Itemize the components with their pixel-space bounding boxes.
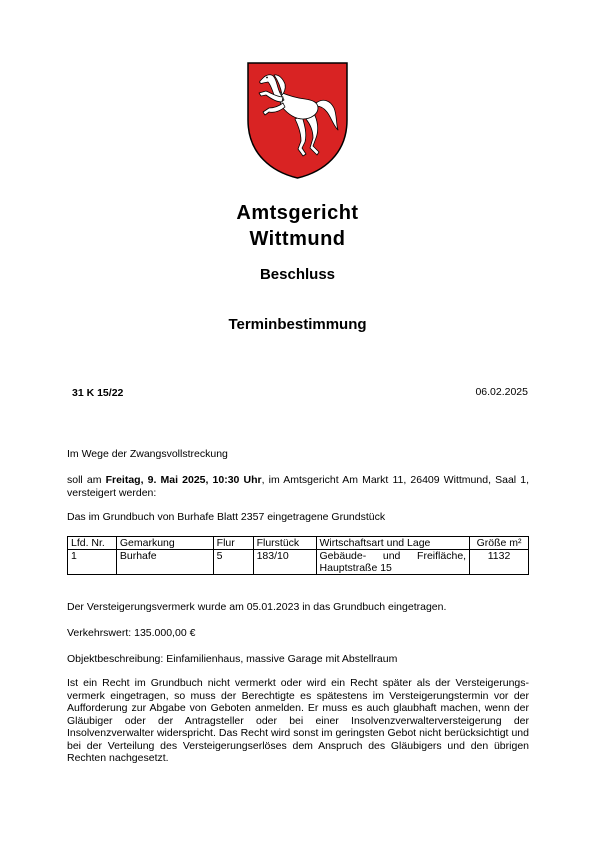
property-intro: Das im Grundbuch von Burhafe Blatt 2357 eingetragene Grundstück bbox=[67, 511, 386, 523]
court-name-line1: Amtsgericht bbox=[236, 202, 359, 224]
table-cell: Burhafe bbox=[116, 550, 213, 575]
court-name-line2: Wittmund bbox=[249, 228, 346, 250]
lower-saxony-horse-crest-icon bbox=[247, 62, 348, 179]
table-cell: 5 bbox=[213, 550, 253, 575]
table-header-row bbox=[68, 537, 529, 550]
table-cell: Gebäude- und Freifläche, Hauptstraße 15 bbox=[316, 550, 470, 575]
table-header-cell: Lfd. Nr. bbox=[68, 537, 117, 550]
document-subject: Terminbestimmung bbox=[228, 316, 367, 333]
auction-date-suffix: , im Amtsgericht Am Markt 11, 26409 Wittmund, Saal 1, versteigert werden: bbox=[67, 474, 529, 499]
table-header-cell: Wirtschaftsart und Lage bbox=[316, 537, 470, 550]
table-row bbox=[68, 550, 529, 575]
table-cell: 183/10 bbox=[253, 550, 316, 575]
table-header-cell: Flur bbox=[213, 537, 253, 550]
intro-paragraph: Im Wege der Zwangsvollstreckung bbox=[67, 448, 228, 460]
table-cell: 1 bbox=[68, 550, 117, 575]
property-table bbox=[67, 536, 529, 575]
case-number: 31 K 15/22 bbox=[72, 387, 124, 399]
registration-paragraph: Der Versteigerungsvermerk wurde am 05.01.2023 in das Grundbuch eingetragen. bbox=[67, 601, 447, 613]
table-cell: 1132 bbox=[470, 550, 529, 575]
market-value: Verkehrswert: 135.000,00 € bbox=[67, 627, 196, 639]
table-header-cell: Gemarkung bbox=[116, 537, 213, 550]
table-header-cell: Größe m² bbox=[470, 537, 529, 550]
auction-date: Freitag, 9. Mai 2025, 10:30 Uhr bbox=[105, 474, 262, 486]
auction-date-paragraph bbox=[67, 474, 529, 499]
table-header-cell: Flurstück bbox=[253, 537, 316, 550]
legal-notice-paragraph: Ist ein Recht im Grundbuch nicht vermerkt oder wird ein Recht später als der Versteigerungs-vermerk eingetragen, so muss der Berechtigte es spätestens im Versteigerungstermin vor der Aufforderung zur Abgabe von Geboten anmelden. Er muss es auch glaubhaft machen, wenn der Gläubiger oder der Antragsteller oder bei einer Insolvenzverwalterversteigerung der Insolvenzverwalter widerspricht. Das Recht wird sonst im geringsten Gebot nicht berücksichtigt und bei der Verteilung des Versteigerungserlöses dem Anspruch des Gläubigers und den übrigen Rechten nachgesetzt. bbox=[67, 677, 529, 764]
document-type: Beschluss bbox=[259, 266, 336, 283]
auction-date-prefix: soll am bbox=[67, 474, 106, 486]
document-date: 06.02.2025 bbox=[475, 386, 528, 398]
object-description: Objektbeschreibung: Einfamilienhaus, massive Garage mit Abstellraum bbox=[67, 653, 398, 665]
